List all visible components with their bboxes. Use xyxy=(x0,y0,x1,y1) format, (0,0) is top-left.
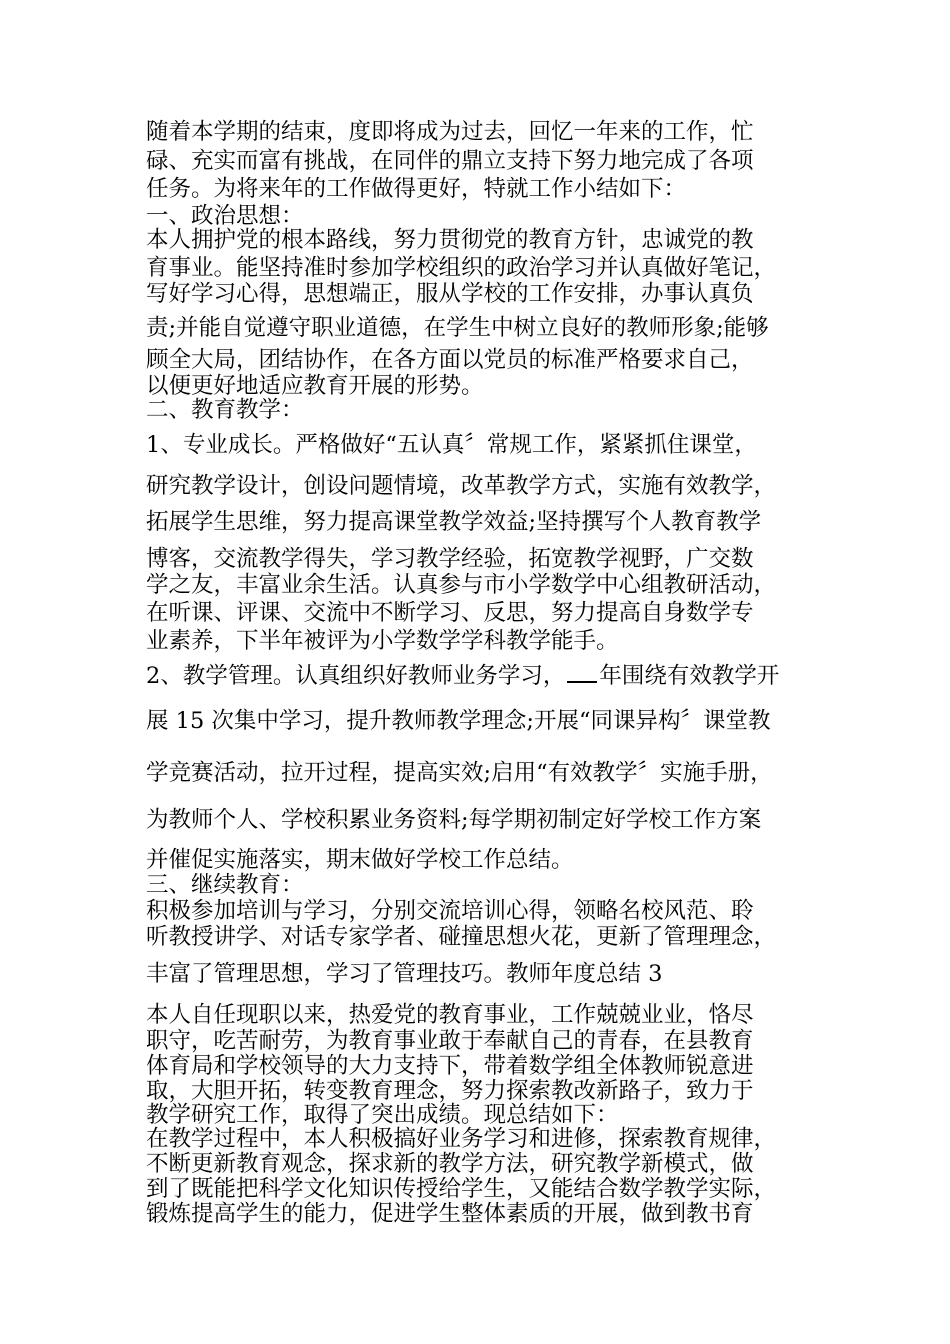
text-line: 积极参加培训与学习，分别交流培训心得，领略名校风范、聆 xyxy=(146,898,754,924)
section-heading: 二、教育教学： xyxy=(146,397,304,423)
text-line: 取，大胆开拓，转变教育理念，努力探索教改新路子，致力于 xyxy=(146,1078,754,1104)
text-line: 并催促实施落实，期末做好学校工作总结。 xyxy=(146,847,574,873)
text-line: 学之友，丰富业余生活。认真参与市小学数学中心组教研活动， xyxy=(146,572,777,598)
text-line: 业素养，下半年被评为小学数学学科教学能手。 xyxy=(146,628,619,654)
text-line: 写好学习心得，思想端正，服从学校的工作安排，办事认真负 xyxy=(146,281,754,307)
text-line: 到了既能把科学文化知识传授给学生，又能结合数学教学实际， xyxy=(146,1176,777,1202)
text-line: 研究教学设计，创设问题情境，改革教学方式，实施有效教学， xyxy=(146,473,777,499)
text-line: 听教授讲学、对话专家学者、碰撞思想火花，更新了管理理念， xyxy=(146,924,777,950)
text-line: 职守，吃苦耐劳，为教育事业敢于奉献自己的青春，在县教育 xyxy=(146,1028,754,1054)
text-line: 博客，交流教学得失，学习教学经验，拓宽教学视野，广交数 xyxy=(146,546,754,572)
text-segment: 2、教学管理。认真组织好教师业务学习， xyxy=(146,663,566,689)
text-line: 责;并能自觉遵守职业道德，在学生中树立良好的教师形象;能够 xyxy=(146,315,769,341)
text-line: 育事业。能坚持准时参加学校组织的政治学习并认真做好笔记， xyxy=(146,255,777,281)
section-heading: 一、政治思想： xyxy=(146,203,304,229)
text-line: 锻炼提高学生的能力，促进学生整体素质的开展，做到教书育 xyxy=(146,1201,754,1227)
text-line: 拓展学生思维，努力提高课堂教学效益;坚持撰写个人教育教学 xyxy=(146,509,762,535)
text-line: 1、专业成长。严格做好“五认真〞常规工作，紧紧抓住课堂， xyxy=(146,432,757,458)
text-line: 本人自任现职以来，热爱党的教育事业，工作兢兢业业，恪尽 xyxy=(146,1002,754,1028)
text-line: 展 15 次集中学习，提升教师教学理念;开展“同课异构〞课堂教 xyxy=(146,708,771,734)
text-line: 学竞赛活动，拉开过程，提高实效;启用“有效教学〞实施手册， xyxy=(146,760,773,786)
text-line: 为教师个人、学校积累业务资料;每学期初制定好学校工作方案 xyxy=(146,807,762,833)
text-line: 体育局和学校领导的大力支持下，带着数学组全体教师锐意进 xyxy=(146,1053,754,1079)
text-line: 随着本学期的结束，度即将成为过去，回忆一年来的工作，忙 xyxy=(146,119,754,145)
text-segment: 年围绕有效教学开 xyxy=(599,663,780,689)
text-line: 本人拥护党的根本路线，努力贯彻党的教育方针，忠诚党的教 xyxy=(146,227,754,253)
text-line xyxy=(146,662,826,690)
text-line: 不断更新教育观念，探求新的教学方法，研究教学新模式，做 xyxy=(146,1151,754,1177)
text-line: 碌、充实而富有挑战，在同伴的鼎立支持下努力地完成了各项 xyxy=(146,148,754,174)
text-line: 教学研究工作，取得了突出成绩。现总结如下： xyxy=(146,1102,619,1128)
text-line: 在听课、评课、交流中不断学习、反思，努力提高自身数学专 xyxy=(146,600,754,626)
fill-in-blank xyxy=(567,681,597,683)
text-line: 任务。为将来年的工作做得更好，特就工作小结如下： xyxy=(146,176,687,202)
text-line: 在教学过程中，本人积极搞好业务学习和进修，探索教育规律， xyxy=(146,1126,777,1152)
text-line: 以便更好地适应教育开展的形势。 xyxy=(146,373,484,399)
text-line: 丰富了管理思想，学习了管理技巧。教师年度总结 3 xyxy=(146,961,663,987)
section-heading: 三、继续教育： xyxy=(146,872,304,898)
text-line: 顾全大局，团结协作，在各方面以党员的标准严格要求自己， xyxy=(146,347,754,373)
